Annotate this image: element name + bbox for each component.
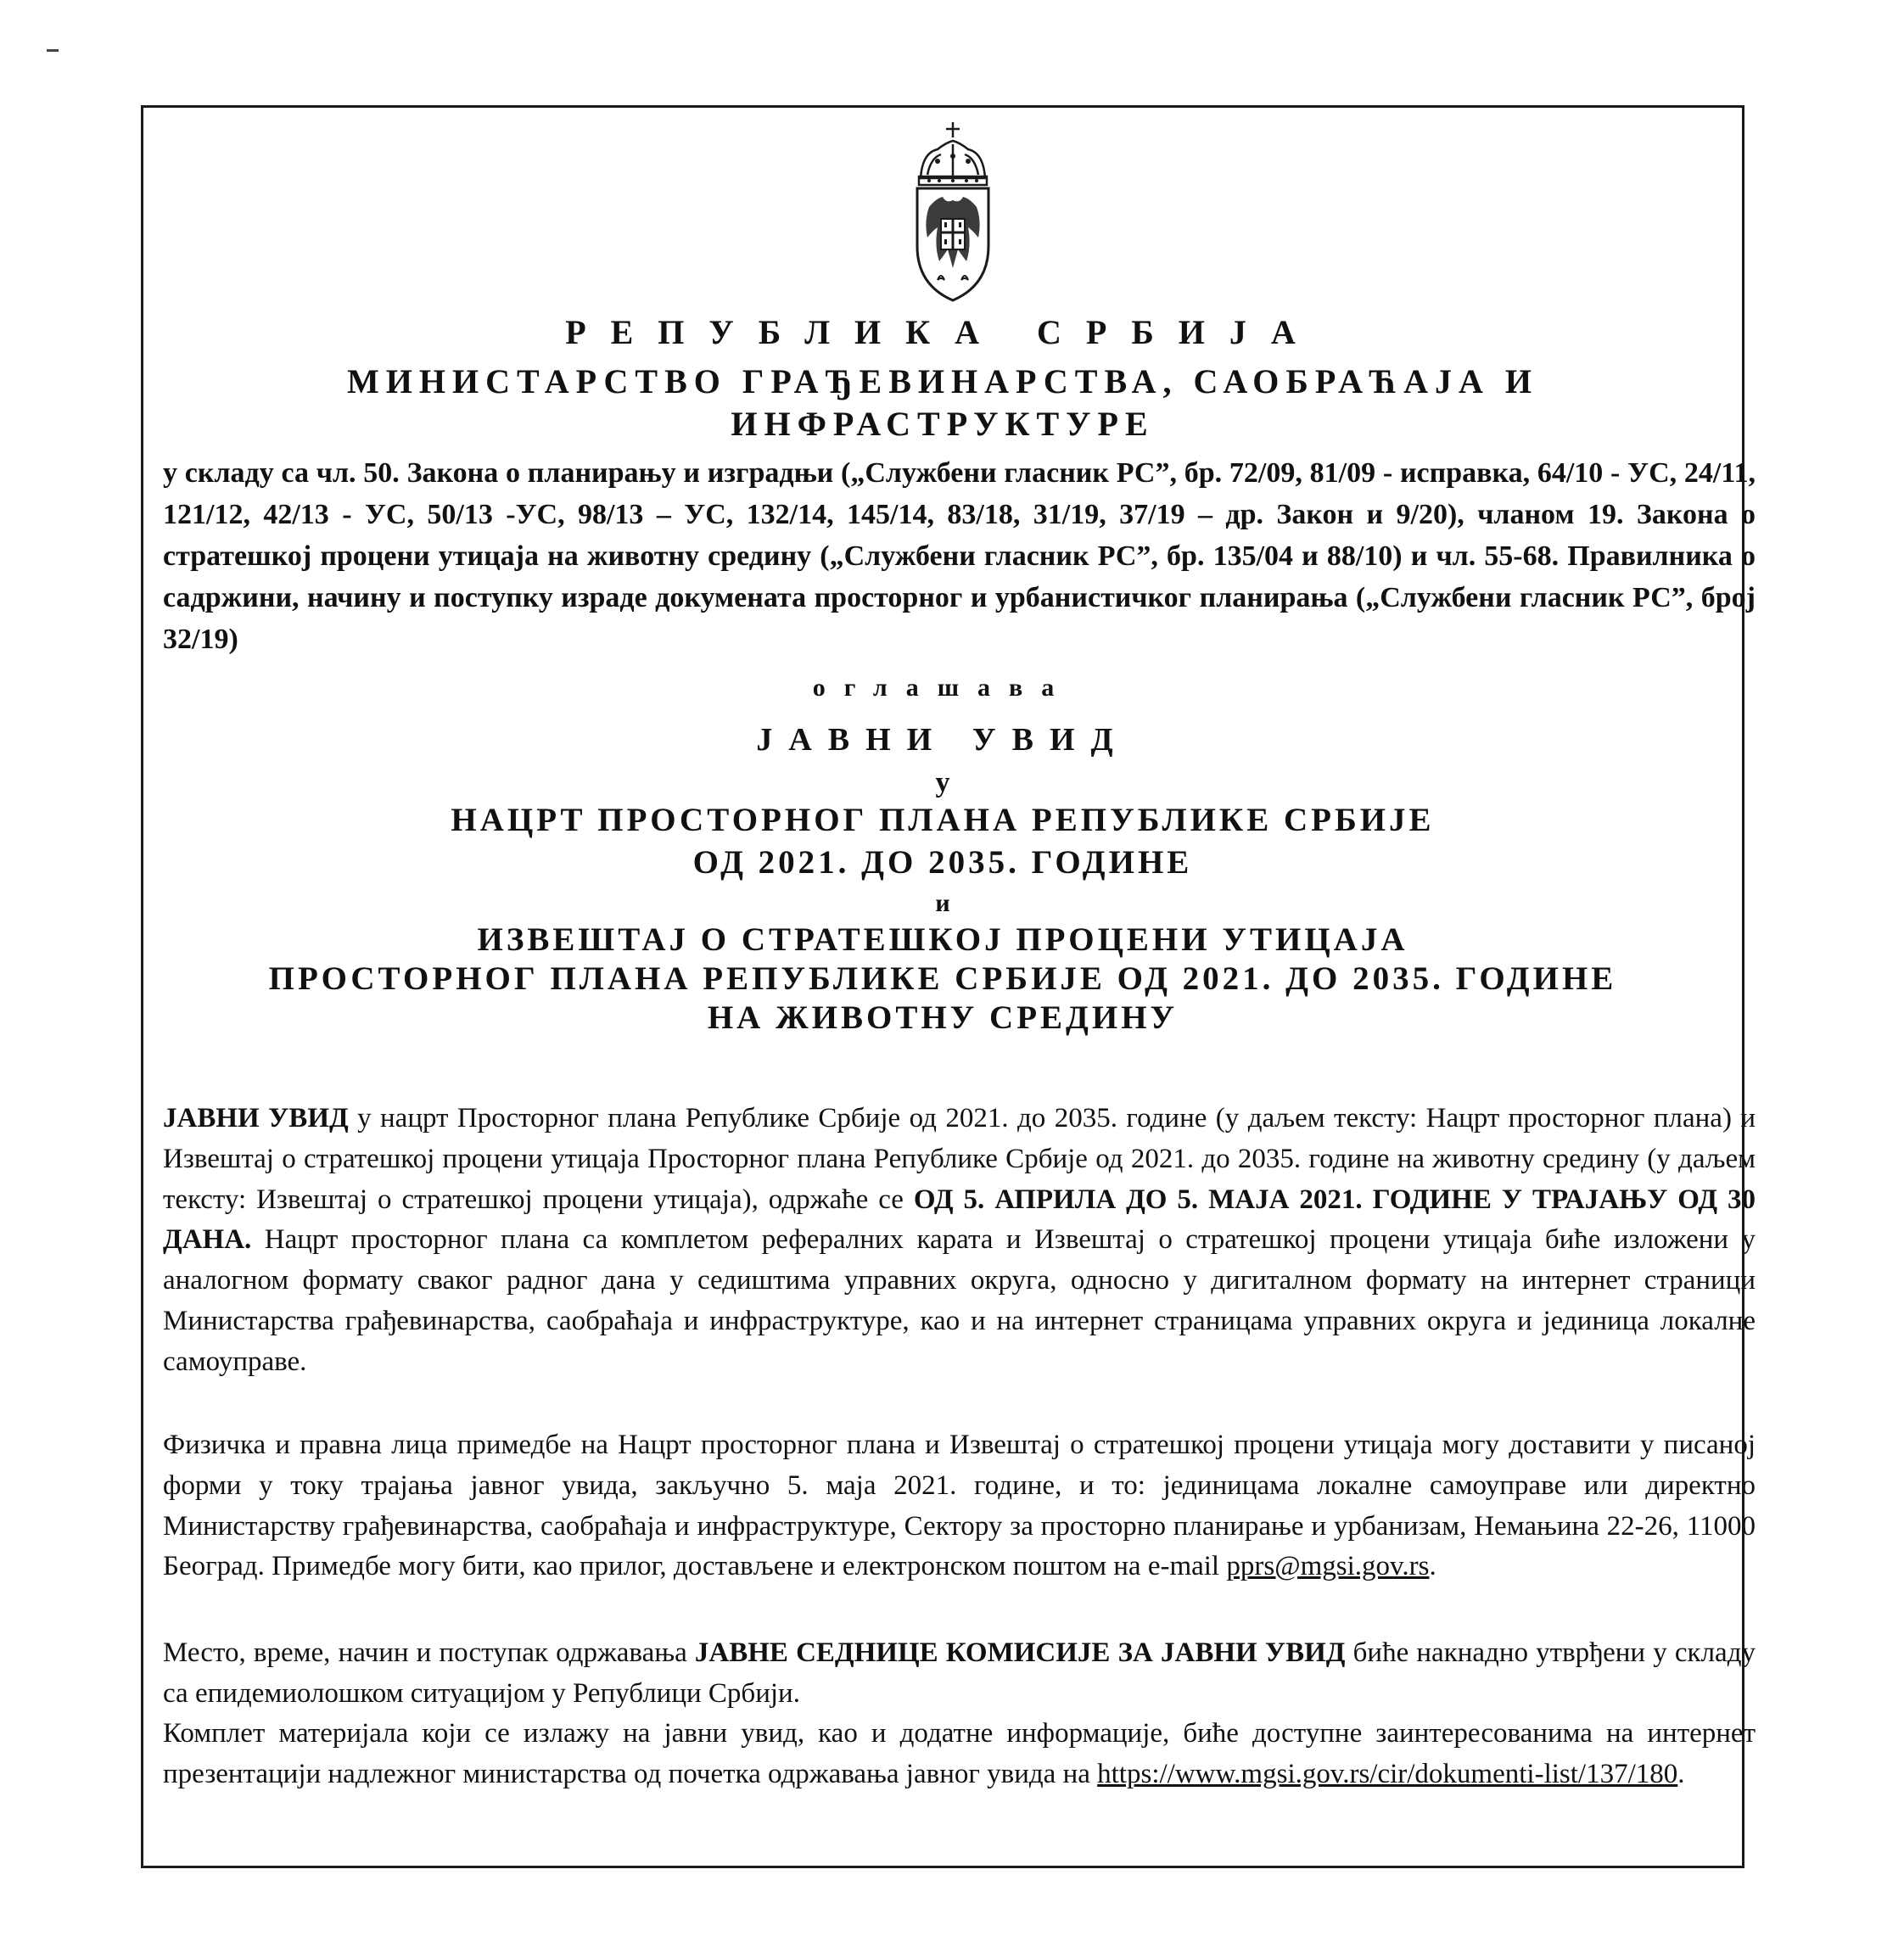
- ministry-heading-line1: МИНИСТАРСТВО ГРАЂЕВИНАРСТВА, САОБРАЋАЈА И: [347, 362, 1538, 400]
- report-title-line1: ИЗВЕШТАЈ О СТРАТЕШКОЈ ПРОЦЕНИ УТИЦАЈА: [477, 921, 1408, 958]
- materials-text: Комплет материјала који се излажу на јавни увид, као и додатне информације, биће доступне заинтересованима на интернет презентацији надлежног министарства од почетка одржавања јавног увида на: [163, 1718, 1756, 1789]
- public-session-paragraph: [163, 1633, 1756, 1715]
- coat-of-arms-icon: [912, 119, 994, 304]
- objections-text: Физичка и правна лица примедбе на Нацрт просторног плана и Извештај о стратешкој процени утицаја могу доставити у писаној форми у току трајања јавног увида, закључно 5. маја 2021. године, и то: јединицама локалне самоуправе или директно Министарству грађевинарства, саобраћаја и инфраструктуре, Сектору за просторно планирање и урбанизам, Немањина 22-26, 11000 Београд. Примедбе могу бити, као прилог, достављене и електронском поштом на e-mail: [163, 1430, 1756, 1582]
- legal-basis-paragraph: у складу са чл. 50. Закона о планирању и изградњи („Службени гласник РС”, бр. 72/09, 81/09 - исправка, 64/10 - УС, 24/11, 121/12, 42/13 - УС, 50/13 -УС, 98/13 – УС, 132/14, 145/14, 83/18, 31/19, 37/19 – др. Закон и 9/20), чланом 19. Закона о стратешкој процени утицаја на животну средину („Службени гласник РС”, бр. 135/04 и 88/10) и чл. 55-68. Правилника о садржини, начину и поступку израде докумената просторног и урбанистичког планирања („Службени гласник РС”, број 32/19): [163, 457, 1756, 655]
- report-title-line2: ПРОСТОРНОГ ПЛАНА РЕПУБЛИКЕ СРБИЈЕ ОД 2021. ДО 2035. ГОДИНЕ: [268, 960, 1617, 997]
- announces-word: оглашава: [812, 674, 1073, 702]
- ministry-url-link[interactable]: https://www.mgsi.gov.rs/cir/dokumenti-list/137/180: [1097, 1758, 1678, 1789]
- email-link[interactable]: pprs@mgsi.gov.rs: [1226, 1551, 1430, 1582]
- materials-end: .: [1677, 1758, 1685, 1789]
- session-text-part2: биће накнадно утврђени у складу са епидемиолошком ситуацијом у Републици Србији.: [163, 1637, 1756, 1709]
- inspection-text-part1: у нацрт Просторног плана Републике Србије од 2021. до 2035. године (у даљем тексту: Нацрт просторног плана) и Извештај о стратешкој процени утицаја Просторног плана Републике Србије од 2021. до 2035. године на животну средину (у даљем тексту: Извештај о стратешкој процени утицаја), одржаће се: [163, 1103, 1756, 1215]
- objections-end: .: [1429, 1551, 1436, 1582]
- draft-plan-title-line2: ОД 2021. ДО 2035. ГОДИНЕ: [692, 844, 1193, 881]
- public-inspection-heading: ЈАВНИ УВИД: [756, 722, 1129, 758]
- draft-plan-title-line1: НАЦРТ ПРОСТОРНОГ ПЛАНА РЕПУБЛИКЕ СРБИЈЕ: [451, 802, 1435, 838]
- public-session-heading: ЈАВНЕ СЕДНИЦЕ КОМИСИЈЕ ЗА ЈАВНИ УВИД: [694, 1637, 1346, 1668]
- scan-mark: [47, 49, 59, 52]
- materials-paragraph: [163, 1714, 1756, 1795]
- conjunction-and: и: [935, 889, 950, 917]
- session-text-part1: Место, време, начин и поступак одржавања: [163, 1637, 695, 1668]
- inspection-period-paragraph: [163, 1099, 1756, 1383]
- inspection-dates: ОД 5. АПРИЛА ДО 5. МАЈА 2021. ГОДИНЕ У ТРАЈАЊУ ОД 30 ДАНА.: [163, 1184, 1756, 1256]
- public-inspection-lead: ЈАВНИ УВИД: [163, 1103, 349, 1133]
- ministry-heading-line2: ИНФРАСТРУКТУРЕ: [731, 405, 1155, 443]
- objections-paragraph: [163, 1425, 1756, 1587]
- preposition-in: у: [935, 767, 950, 798]
- report-title-line3: НА ЖИВОТНУ СРЕДИНУ: [707, 999, 1179, 1036]
- republic-heading: РЕПУБЛИКА СРБИЈА: [565, 313, 1320, 351]
- inspection-text-part2: Нацрт просторног плана са комплетом рефералних карата и Извештај о стратешкој процени утицаја биће изложени у аналогном формату сваког радног дана у седиштима управних округа, односно у дигиталном формату на интернет страници Министарства грађевинарства, саобраћаја и инфраструктуре, као и на интернет страницама управних округа и јединица локалне самоуправе.: [163, 1224, 1756, 1377]
